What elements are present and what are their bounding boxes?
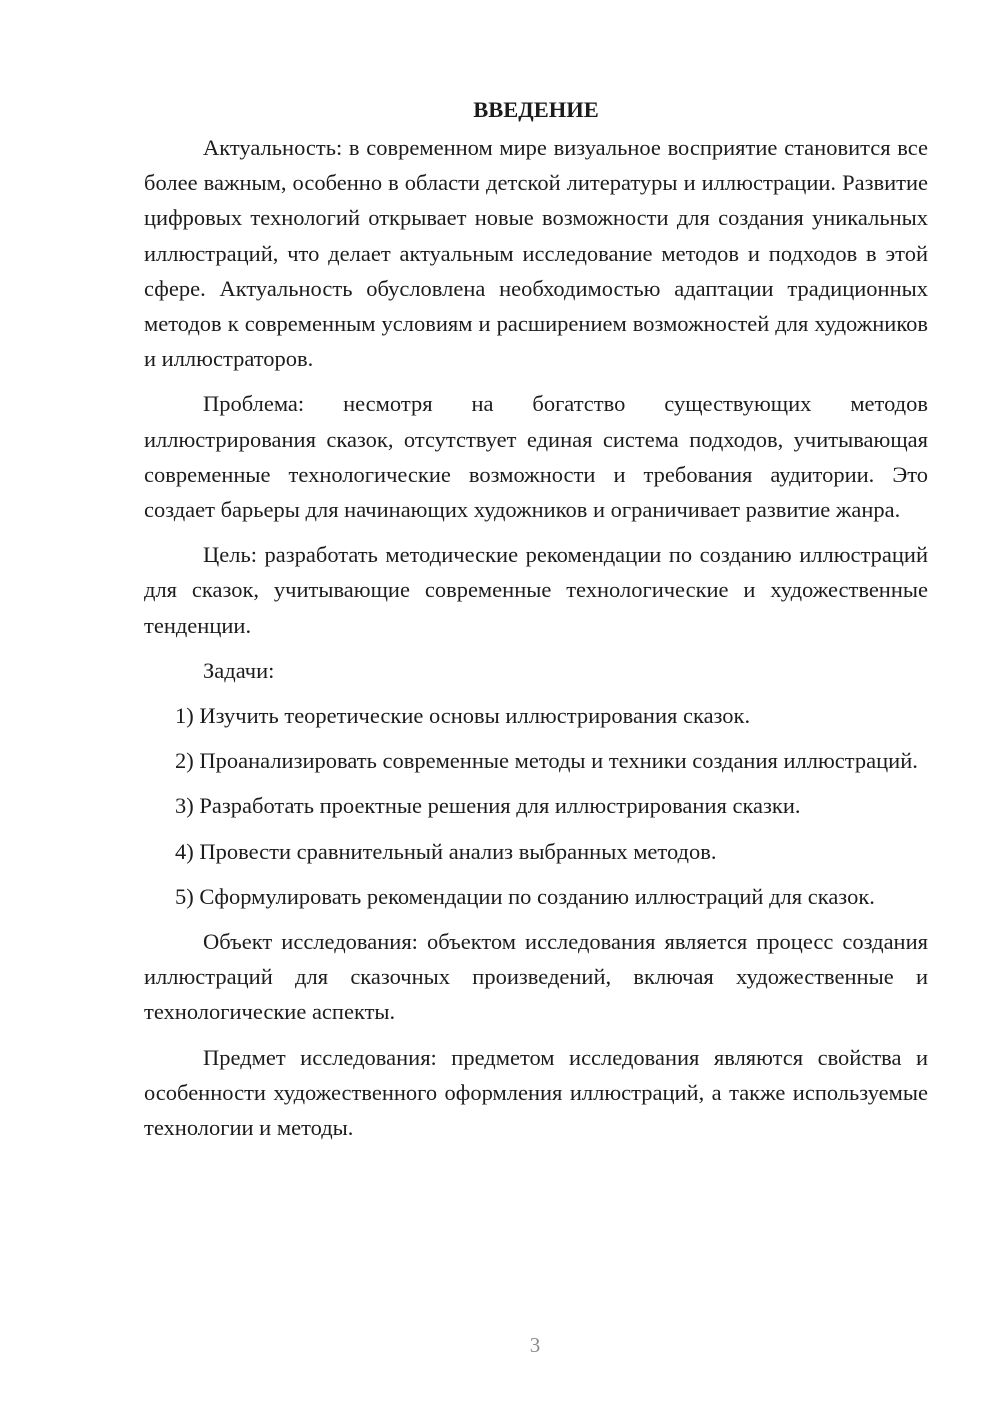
task-item-5: 5) Сформулировать рекомендации по созданию иллюстраций для сказок.	[175, 883, 875, 909]
task-item-2: 2) Проанализировать современные методы и техники создания иллюстраций.	[175, 748, 918, 774]
subject-paragraph: Предмет исследования: предметом исследования являются свойства и особенности художественного оформления иллюстраций, а также используемые технологии и методы.	[144, 1044, 928, 1141]
task-item-1: 1) Изучить теоретические основы иллюстрирования сказок.	[175, 703, 751, 729]
page-title: ВВЕДЕНИЕ	[473, 97, 599, 122]
page-number: 3	[529, 1333, 541, 1357]
task-item-4: 4) Провести сравнительный анализ выбранных методов.	[175, 838, 717, 864]
object-paragraph: Объект исследования: объектом исследования является процесс создания иллюстраций для сказочных произведений, включая художественные и технологические аспекты.	[144, 929, 928, 1025]
page-content	[144, 92, 928, 1155]
problem-paragraph: Проблема: несмотря на богатство существующих методов иллюстрирования сказок, отсутствует единая система подходов, учитывающая современные технологические возможности и требования аудитории. Это создает барьеры для начинающих художников и ограничивает развитие жанра.	[144, 391, 928, 523]
goal-paragraph: Цель: разработать методические рекомендации по созданию иллюстраций для сказок, учитывающие современные технологические и художественные тенденции.	[144, 542, 928, 638]
relevance-paragraph: Актуальность: в современном мире визуальное восприятие становится все более важным, особенно в области детской литературы и иллюстрации. Развитие цифровых технологий открывает новые возможности для создания уникальных иллюстраций, что делает актуальным исследование методов и подходов в этой сфере. Актуальность обусловлена необходимостью адаптации традиционных методов к современным условиям и расширением возможностей для художников и иллюстраторов.	[144, 135, 928, 372]
task-item-3: 3) Разработать проектные решения для иллюстрирования сказки.	[175, 793, 801, 819]
tasks-label: Задачи:	[203, 657, 275, 683]
